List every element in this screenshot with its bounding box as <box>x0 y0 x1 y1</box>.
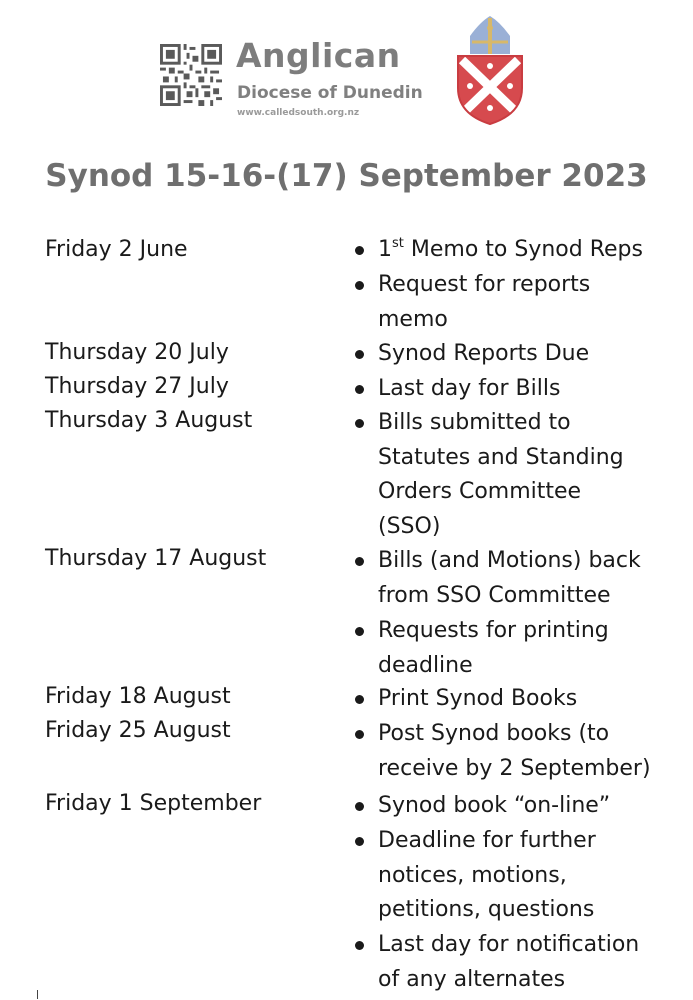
bullet-icon <box>355 802 364 811</box>
task-text: Request for reports <box>378 272 591 297</box>
date-label: Friday 25 August <box>45 718 231 743</box>
task-text: Synod Reports Due <box>378 341 590 366</box>
bullet-icon <box>355 246 364 255</box>
task-text: Print Synod Books <box>378 686 578 711</box>
bullet-icon <box>355 627 364 636</box>
bullet-icon <box>355 695 364 704</box>
task-text: petitions, questions <box>378 897 595 922</box>
task-text: Deadline for further <box>378 828 596 853</box>
task-text: Statutes and Standing <box>378 444 624 470</box>
task-text: Bills (and Motions) back <box>378 548 641 573</box>
bullet-icon <box>355 730 364 739</box>
brand-subtitle: Diocese of Dunedin <box>237 83 423 103</box>
bullet-icon <box>355 557 364 566</box>
task-text: Last day for Bills <box>378 376 561 401</box>
diocese-crest-icon <box>452 14 528 126</box>
date-label: Thursday 20 July <box>45 340 229 365</box>
bullet-icon <box>355 837 364 846</box>
task-text: 1 <box>378 237 392 262</box>
page-mark <box>37 990 38 999</box>
task-text: from SSO Committee <box>378 582 611 608</box>
brand-url: www.calledsouth.org.nz <box>237 108 360 118</box>
task-text: Requests for printing <box>378 618 609 643</box>
date-label: Friday 2 June <box>45 237 188 262</box>
date-label: Thursday 17 August <box>45 546 267 571</box>
task-text: Bills submitted to <box>378 410 571 435</box>
task-text: Last day for notification <box>378 932 640 957</box>
qr-code-icon <box>160 44 222 106</box>
bullet-icon <box>355 350 364 359</box>
task-text: notices, motions, <box>378 862 567 888</box>
task-text: receive by 2 September) <box>378 755 651 781</box>
task-text: deadline <box>378 652 473 678</box>
task-text: Orders Committee <box>378 479 582 504</box>
task-text: Memo to Synod Reps <box>410 237 643 262</box>
page-title: Synod 15-16-(17) September 2023 <box>45 158 648 194</box>
task-text: memo <box>378 306 448 332</box>
date-label: Friday 1 September <box>45 791 262 816</box>
date-label: Thursday 27 July <box>45 374 229 399</box>
task-text: of any alternates <box>378 966 566 992</box>
letterhead <box>0 0 693 135</box>
bullet-icon <box>355 281 364 290</box>
bullet-icon <box>355 419 364 428</box>
date-label: Friday 18 August <box>45 684 231 709</box>
superscript: st <box>392 236 404 251</box>
task-text: Synod book “on-line” <box>378 793 611 818</box>
date-label: Thursday 3 August <box>45 408 253 433</box>
task-text: (SSO) <box>378 513 441 539</box>
bullet-icon <box>355 385 364 394</box>
task-text: Post Synod books (to <box>378 721 610 746</box>
bullet-icon <box>355 941 364 950</box>
brand-name: Anglican <box>236 36 401 75</box>
